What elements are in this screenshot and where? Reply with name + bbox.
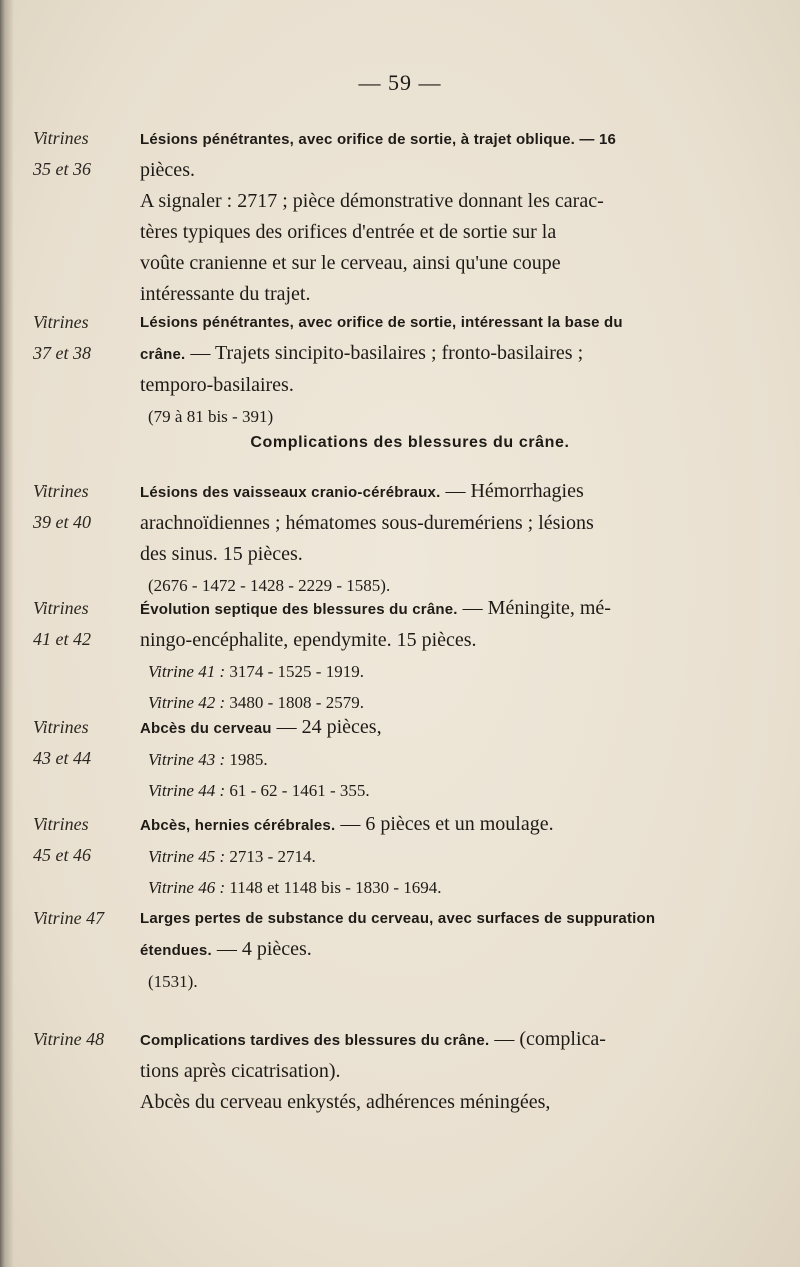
margin-numbers: 37 et 38 (33, 343, 91, 363)
entry-line: des sinus. 15 pièces. (140, 543, 303, 565)
entry-line (140, 593, 680, 625)
vitrine-label: Vitrine 41 : (148, 662, 226, 681)
vitrine-numbers: 3174 - 1525 - 1919. (225, 662, 364, 681)
vitrine-numbers: 61 - 62 - 1461 - 355. (225, 781, 370, 800)
entry-line: voûte cranienne et sur le cerveau, ainsi qu'une coupe (140, 252, 561, 274)
entry-vitrines-35-36 (140, 124, 680, 310)
margin-note-vitrines-39-40 (33, 476, 133, 538)
entry-lead-continued: crâne. (140, 346, 186, 363)
entry-text: — Hémorrhagies (440, 480, 584, 502)
entry-lead: Abcès du cerveau (140, 720, 272, 737)
vitrine-line (140, 872, 680, 903)
entry-lead: Lésions pénétrantes, avec orifice de sortie, à trajet oblique. — 16 (140, 131, 617, 148)
entry-vitrines-39-40 (140, 476, 680, 601)
entry-text: — (complica- (489, 1028, 606, 1050)
vitrine-numbers: 1148 et 1148 bis - 1830 - 1694. (225, 878, 442, 897)
entry-vitrines-45-46 (140, 809, 680, 903)
vitrine-label: Vitrine 42 : (148, 693, 226, 712)
margin-numbers: 45 et 46 (33, 845, 91, 865)
vitrine-line (140, 841, 680, 872)
vitrine-label: Vitrine 43 : (148, 750, 226, 769)
margin-label: Vitrines (33, 312, 89, 332)
vitrine-line (140, 656, 680, 687)
entry-line: temporo-basilaires. (140, 374, 294, 396)
vitrine-label: Vitrine 44 : (148, 781, 226, 800)
vitrine-line (140, 744, 680, 775)
entry-line: intéressante du trajet. (140, 283, 311, 305)
margin-note-vitrines-37-38 (33, 307, 133, 369)
margin-note-vitrine-48 (33, 1024, 133, 1055)
vitrine-label: Vitrine 45 : (148, 847, 226, 866)
entry-line: pièces. (140, 159, 195, 181)
margin-label: Vitrine 47 (33, 908, 105, 928)
margin-label: Vitrines (33, 481, 89, 501)
vitrine-line (140, 775, 680, 806)
margin-label: Vitrines (33, 598, 89, 618)
entry-line (140, 809, 680, 841)
margin-label: Vitrines (33, 128, 89, 148)
entry-lead: Lésions pénétrantes, avec orifice de sortie, intéressant la base du (140, 314, 623, 331)
margin-label: Vitrines (33, 717, 89, 737)
entry-vitrine-48 (140, 1024, 680, 1118)
margin-label: Vitrine 48 (33, 1029, 105, 1049)
margin-note-vitrines-35-36 (33, 123, 133, 185)
vitrine-numbers: 3480 - 1808 - 2579. (225, 693, 364, 712)
entry-references: (2676 - 1472 - 1428 - 2229 - 1585). (148, 576, 391, 595)
margin-numbers: 35 et 36 (33, 159, 91, 179)
margin-note-vitrines-41-42 (33, 593, 133, 655)
entry-text: — Trajets sincipito-basilaires ; fronto-basilaires ; (185, 342, 584, 364)
entry-lead: Complications tardives des blessures du crâne. (140, 1032, 490, 1049)
entry-vitrines-41-42 (140, 593, 680, 718)
entry-references: (1531). (148, 972, 198, 991)
vitrine-label: Vitrine 46 : (148, 878, 226, 897)
page-number: — 59 — (358, 70, 442, 95)
entry-lead: Évolution septique des blessures du crâne. (140, 601, 458, 618)
vitrine-numbers: 1985. (225, 750, 268, 769)
entry-lead: Lésions des vaisseaux cranio-cérébraux. (140, 484, 441, 501)
entry-lead-continued: étendues. (140, 942, 212, 959)
entry-line: Abcès du cerveau enkystés, adhérences méningées, (140, 1091, 551, 1113)
vitrine-numbers: 2713 - 2714. (225, 847, 316, 866)
margin-note-vitrines-43-44 (33, 712, 133, 774)
page-edge-shadow (0, 0, 14, 1267)
margin-label: Vitrines (33, 814, 89, 834)
entry-line (140, 476, 680, 508)
entry-text: — Méningite, mé- (457, 597, 611, 619)
margin-numbers: 39 et 40 (33, 512, 91, 532)
entry-references: (79 à 81 bis - 391) (148, 407, 274, 426)
entry-text: — 4 pièces. (211, 938, 312, 960)
entry-line: ningo-encéphalite, ependymite. 15 pièces. (140, 629, 477, 651)
entry-text: — 6 pièces et un moulage. (335, 813, 554, 835)
entry-text: — 24 pièces, (271, 716, 382, 738)
entry-vitrines-37-38 (140, 307, 680, 432)
margin-numbers: 43 et 44 (33, 748, 91, 768)
section-heading: Complications des blessures du crâne. (250, 434, 570, 451)
entry-lead: Abcès, hernies cérébrales. (140, 817, 336, 834)
entry-vitrine-47 (140, 903, 680, 997)
entry-line: A signaler : 2717 ; pièce démonstrative donnant les carac- (140, 190, 604, 212)
margin-numbers: 41 et 42 (33, 629, 91, 649)
entry-lead: Larges pertes de substance du cerveau, avec surfaces de suppuration (140, 910, 656, 927)
entry-line: tères typiques des orifices d'entrée et de sortie sur la (140, 221, 557, 243)
entry-line: tions après cicatrisation). (140, 1060, 341, 1082)
entry-line (140, 1024, 680, 1056)
margin-note-vitrine-47 (33, 903, 133, 934)
entry-line (140, 712, 680, 744)
entry-line (140, 338, 680, 370)
entry-line (140, 934, 680, 966)
entry-line: arachnoïdiennes ; hématomes sous-duremériens ; lésions (140, 512, 594, 534)
margin-note-vitrines-45-46 (33, 809, 133, 871)
entry-vitrines-43-44 (140, 712, 680, 806)
